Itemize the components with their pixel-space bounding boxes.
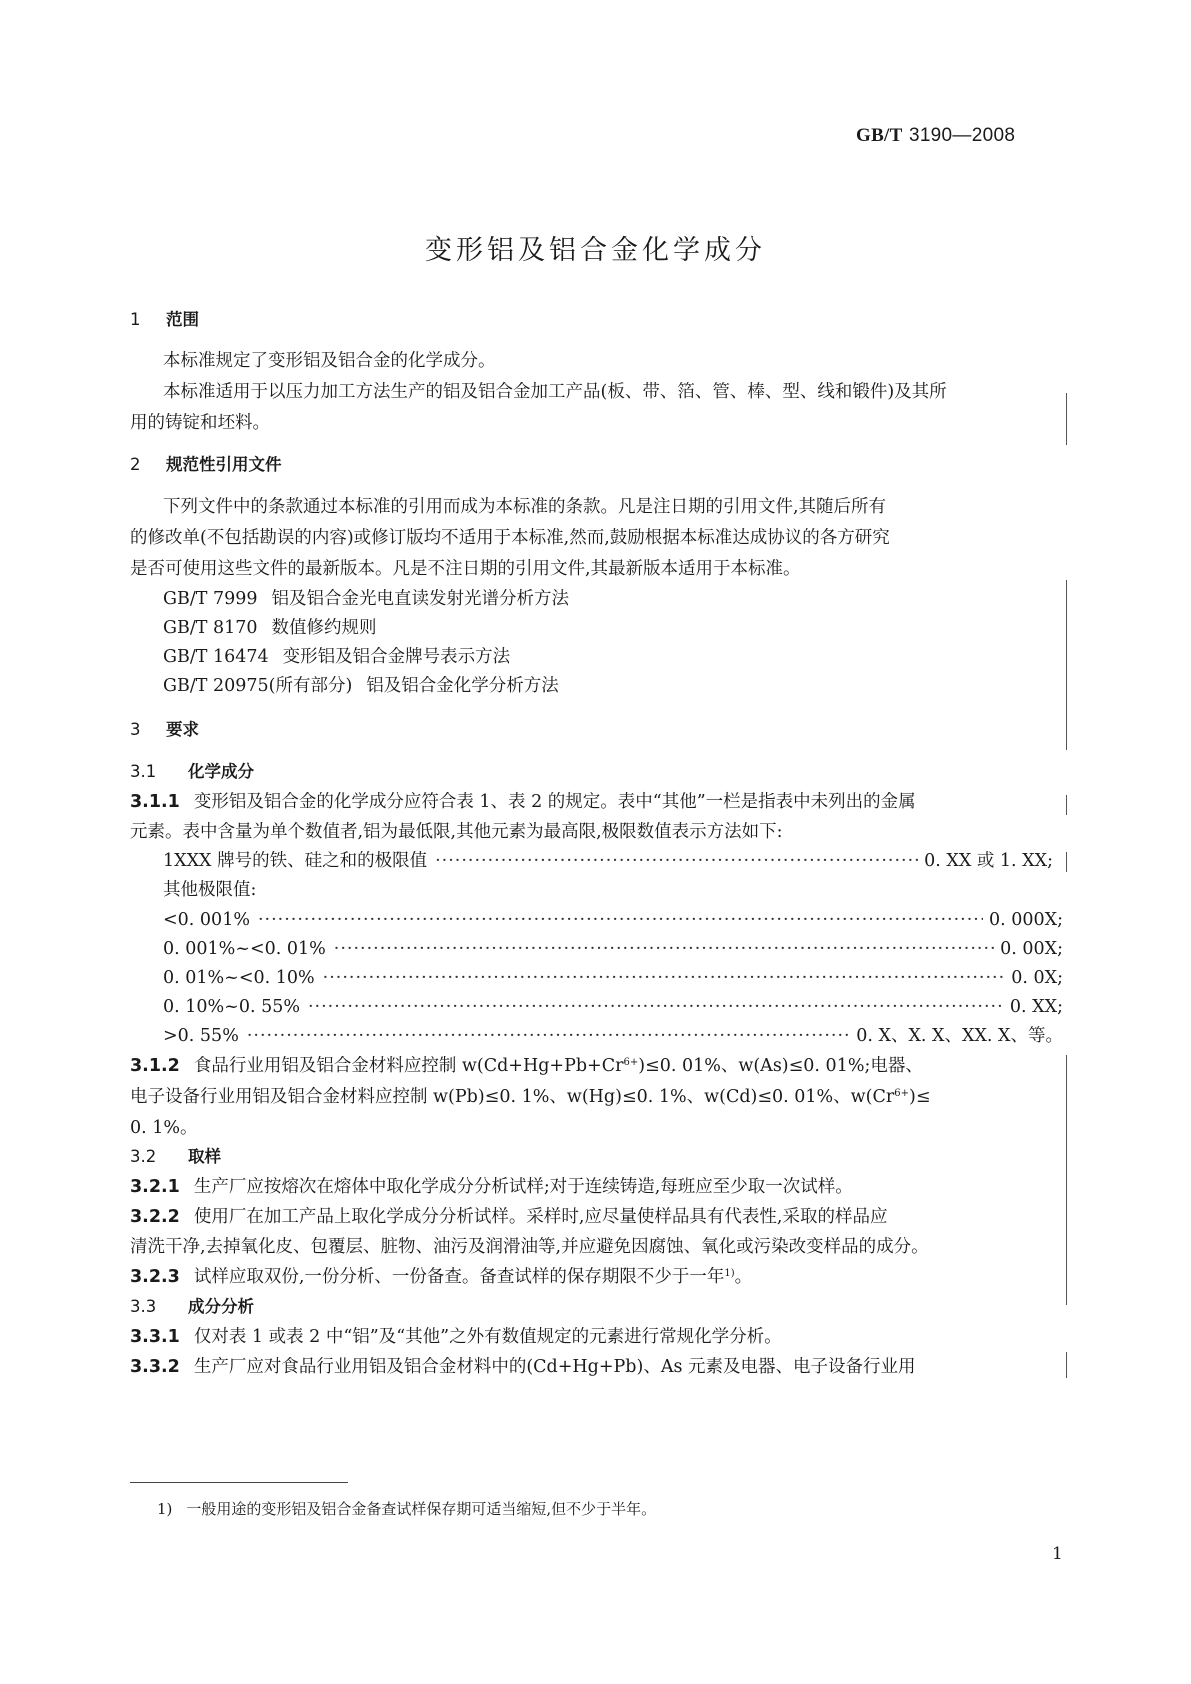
limit-row: 0. 10%~0. 55% ····· 0. XX; [163,992,1063,1022]
change-bar [1066,1055,1067,1305]
leader-dots [258,905,983,935]
leader-dots [308,992,1004,1022]
subsection-3-3-heading: 3.3 成分分析 [130,1297,254,1316]
clause-3-1-2-line-3: 0. 1%。 [130,1118,198,1138]
reference-item: GB/T 20975(所有部分) 铝及铝合金化学分析方法 [163,676,559,696]
reference-item: GB/T 8170 数值修约规则 [163,618,377,638]
clause-3-1-1-line-2: 元素。表中含量为单个数值者,铝为最低限,其他元素为最高限,极限数值表示方法如下: [130,822,783,842]
clause-3-1-2-line-1: 3.1.2 食品行业用铝及铝合金材料应控制 $w(Cd+Hg+Pb+Cr^{6+})\le 0$. 01%、w(As)≤0. 01%;电器、 [130,1056,923,1076]
section-1-heading: 1 范围 [130,310,199,329]
change-bar [1066,393,1067,445]
reference-item: GB/T 16474 变形铝及铝合金牌号表示方法 [163,647,511,667]
page-number: 1 [1052,1544,1063,1564]
standard-code [856,124,1015,147]
subsection-3-1-heading: 3.1 化学成分 [130,762,254,781]
section-2-paragraph-line-1: 下列文件中的条款通过本标准的引用而成为本标准的条款。凡是注日期的引用文件,其随后所有 [163,497,887,517]
section-2-paragraph-line-3: 是否可使用这些文件的最新版本。凡是不注日期的引用文件,其最新版本适用于本标准。 [130,559,801,579]
leader-dots [247,1021,850,1051]
footnote: 1) 一般用途的变形铝及铝合金备查试样保存期可适当缩短,但不少于半年。 [157,1500,657,1518]
footnote-ref[interactable]: 1) [724,1268,735,1279]
clause-3-2-2-line-1: 3.2.2 使用厂在加工产品上取化学成分分析试样。采样时,应尽量使样品具有代表性,采取的样品应 [130,1207,888,1227]
leader-dots [323,963,1006,993]
change-bar [1066,852,1067,872]
change-bar [1066,580,1067,750]
leader-dots [334,934,994,964]
reference-item: GB/T 7999 铝及铝合金光电直读发射光谱分析方法 [163,589,570,609]
section-1-paragraph-2: 本标准适用于以压力加工方法生产的铝及铝合金加工产品(板、带、箔、管、棒、型、线和锻件)及其所 [163,382,947,402]
change-bar [1066,795,1067,815]
limit-row: <0. 001% ····· 0. 000X; [163,905,1063,935]
change-bar [1066,1352,1067,1378]
limit-row: >0. 55% ····· 0. X、X. X、XX. X、等。 [163,1021,1063,1051]
subsection-3-2-heading: 3.2 取样 [130,1147,221,1166]
section-3-heading: 3 要求 [130,720,199,739]
fe-si-limit-row: 1XXX 牌号的铁、硅之和的极限值 ····· 0. XX 或 1. XX; [163,846,1053,876]
standard-prefix: GB/T [856,125,903,146]
clause-3-2-3: 3.2.3 试样应取双份,一份分析、一份备查。备查试样的保存期限不少于一年$^{1)}$。 [130,1267,753,1287]
clause-3-1-2-line-2: 电子设备行业用铝及铝合金材料应控制 w(Pb)≤0. 1%、w(Hg)≤0. 1%、w(Cd)≤0. 01%、$w(Cr^{6+})\le$ [130,1087,931,1107]
clause-3-3-2: 3.3.2 生产厂应对食品行业用铝及铝合金材料中的(Cd+Hg+Pb)、As 元素及电器、电子设备行业用 [130,1357,916,1377]
section-2-paragraph-line-2: 的修改单(不包括勘误的内容)或修订版均不适用于本标准,然而,鼓励根据本标准达成协议的各方研究 [130,528,890,548]
leader-dots [435,846,918,876]
clause-3-1-1-line-1: 3.1.1 变形铝及铝合金的化学成分应符合表 1、表 2 的规定。表中“其他”一栏是指表中未列出的金属 [130,792,916,812]
limit-row: 0. 01%~<0. 10% ····· 0. 0X; [163,963,1063,993]
clause-3-2-2-line-2: 清洗干净,去掉氧化皮、包覆层、脏物、油污及润滑油等,并应避免因腐蚀、氧化或污染改变样品的成分。 [130,1237,929,1257]
section-2-heading: 2 规范性引用文件 [130,455,282,474]
section-1-paragraph-1: 本标准规定了变形铝及铝合金的化学成分。 [163,351,496,371]
other-limits-label: 其他极限值: [163,880,257,900]
clause-3-3-1: 3.3.1 仅对表 1 或表 2 中“铝”及“其他”之外有数值规定的元素进行常规化学分析。 [130,1327,782,1347]
standard-number: 3190—2008 [908,125,1016,146]
limit-row: 0. 001%~<0. 01% ····· 0. 00X; [163,934,1063,964]
clause-3-2-1: 3.2.1 生产厂应按熔次在熔体中取化学成分分析试样;对于连续铸造,每班应至少取一次试样。 [130,1177,853,1197]
section-1-paragraph-2-cont: 用的铸锭和坯料。 [130,413,270,433]
footnote-divider [130,1482,348,1483]
document-title: 变形铝及铝合金化学成分 [425,235,766,266]
